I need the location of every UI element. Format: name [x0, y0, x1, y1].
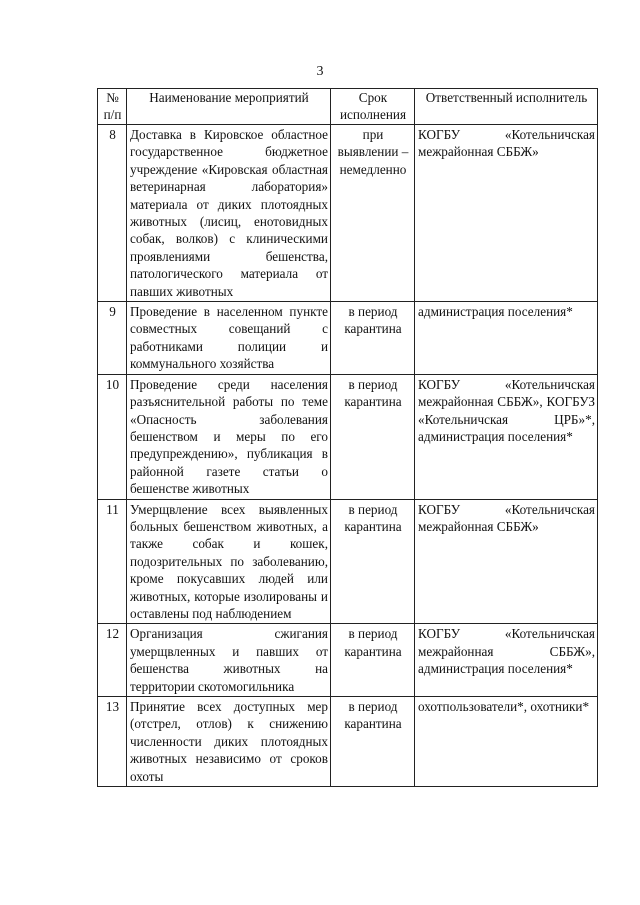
row-number: 11 [98, 499, 127, 624]
measure-term: в период карантина [331, 624, 415, 697]
measure-responsible: КОГБУ «Котельничская межрайонная СББЖ» [415, 499, 598, 624]
measure-responsible: КОГБУ «Котельничская межрайонная СББЖ» [415, 125, 598, 302]
table-row [98, 302, 598, 375]
header-num: № п/п [98, 89, 127, 125]
measure-responsible: администрация поселения* [415, 302, 598, 375]
measure-term: при выявлении – немедленно [331, 125, 415, 302]
header-responsible: Ответственный исполнитель [415, 89, 598, 125]
table-row [98, 624, 598, 697]
table-row [98, 125, 598, 302]
measure-term: в период карантина [331, 697, 415, 787]
measure-term: в период карантина [331, 499, 415, 624]
row-number: 12 [98, 624, 127, 697]
measure-name: Умерщвление всех выявленных больных бешенством животных, а также собак и кошек, подозрительных по заболеванию, кроме покусавших людей или животных, которые изолированы и оставлены под наблюдением [127, 499, 331, 624]
measure-name: Проведение среди населения разъяснительной работы по теме «Опасность заболевания бешенством и меры по его предупреждению», публикация в районной газете статьи о бешенстве животных [127, 374, 331, 499]
row-number: 8 [98, 125, 127, 302]
row-number: 10 [98, 374, 127, 499]
header-term: Срок исполнения [331, 89, 415, 125]
measure-name: Доставка в Кировское областное государственное бюджетное учреждение «Кировская областная ветеринарная лаборатория» материала от диких плотоядных животных (лисиц, енотовидных собак, волков) с клиническими проявлениями бешенства, патологического материала от павших животных [127, 125, 331, 302]
measure-term: в период карантина [331, 374, 415, 499]
measure-name: Принятие всех доступных мер (отстрел, отлов) к снижению численности диких плотоядных животных независимо от сроков охоты [127, 697, 331, 787]
measure-responsible: КОГБУ «Котельничская межрайонная СББЖ», КОГБУЗ «Котельничская ЦРБ»*, администрация поселения* [415, 374, 598, 499]
table-row [98, 697, 598, 787]
table-row [98, 374, 598, 499]
measure-term: в период карантина [331, 302, 415, 375]
measure-name: Организация сжигания умерщвленных и павших от бешенства животных на территории скотомогильника [127, 624, 331, 697]
measure-responsible: КОГБУ «Котельничская межрайонная СББЖ», администрация поселения* [415, 624, 598, 697]
measure-responsible: охотпользователи*, охотники* [415, 697, 598, 787]
measures-table [97, 88, 598, 787]
table-header-row [98, 89, 598, 125]
row-number: 13 [98, 697, 127, 787]
header-name: Наименование мероприятий [127, 89, 331, 125]
measure-name: Проведение в населенном пункте совместных совещаний с работниками полиции и коммунального хозяйства [127, 302, 331, 375]
table-row [98, 499, 598, 624]
row-number: 9 [98, 302, 127, 375]
page-number: 3 [316, 64, 324, 79]
